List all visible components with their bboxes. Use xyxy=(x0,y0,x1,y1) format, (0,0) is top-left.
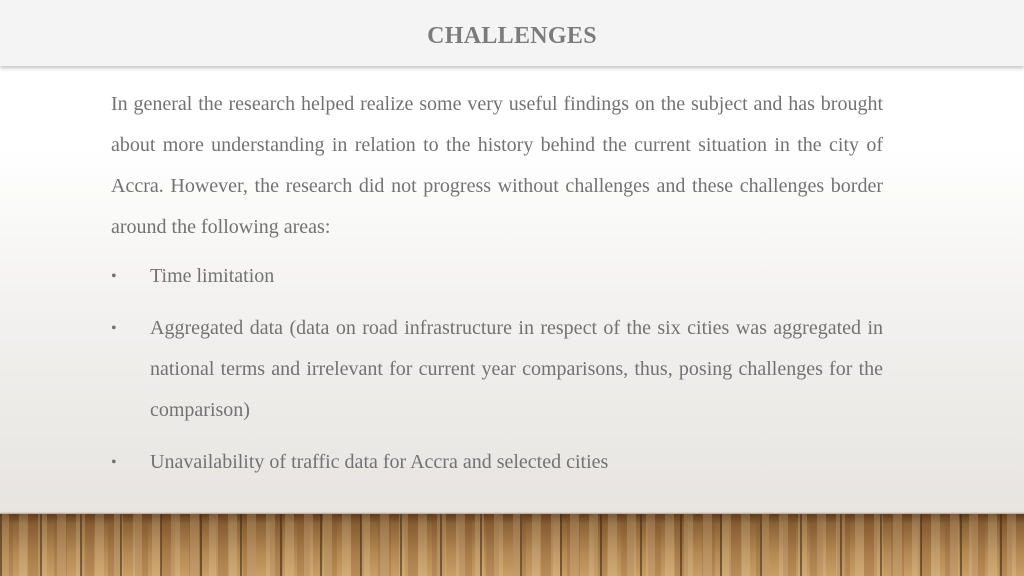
list-item xyxy=(111,308,883,431)
intro-paragraph: In general the research helped realize some very useful findings on the subject and has brought about more understanding in relation to the history behind the current situation in the city of Accra. However, the research did not progress without challenges and these challenges border around the following areas: xyxy=(111,93,883,238)
list-item xyxy=(111,256,883,297)
bullet-icon: • xyxy=(111,454,117,471)
slide-content xyxy=(111,84,883,494)
bullet-icon: • xyxy=(111,320,117,337)
list-item-text: Unavailability of traffic data for Accra and selected cities xyxy=(150,451,609,473)
title-bar xyxy=(0,0,1024,66)
wooden-floor-background xyxy=(0,514,1024,576)
challenge-list xyxy=(111,256,883,483)
slide-title: CHALLENGES xyxy=(427,22,597,49)
bullet-icon: • xyxy=(111,268,117,285)
list-item-text: Aggregated data (data on road infrastructure in respect of the six cities was aggregated in national terms and irrelevant for current year comparisons, thus, posing challenges for the comparison) xyxy=(150,317,883,421)
list-item xyxy=(111,442,883,483)
list-item-text: Time limitation xyxy=(150,265,275,287)
